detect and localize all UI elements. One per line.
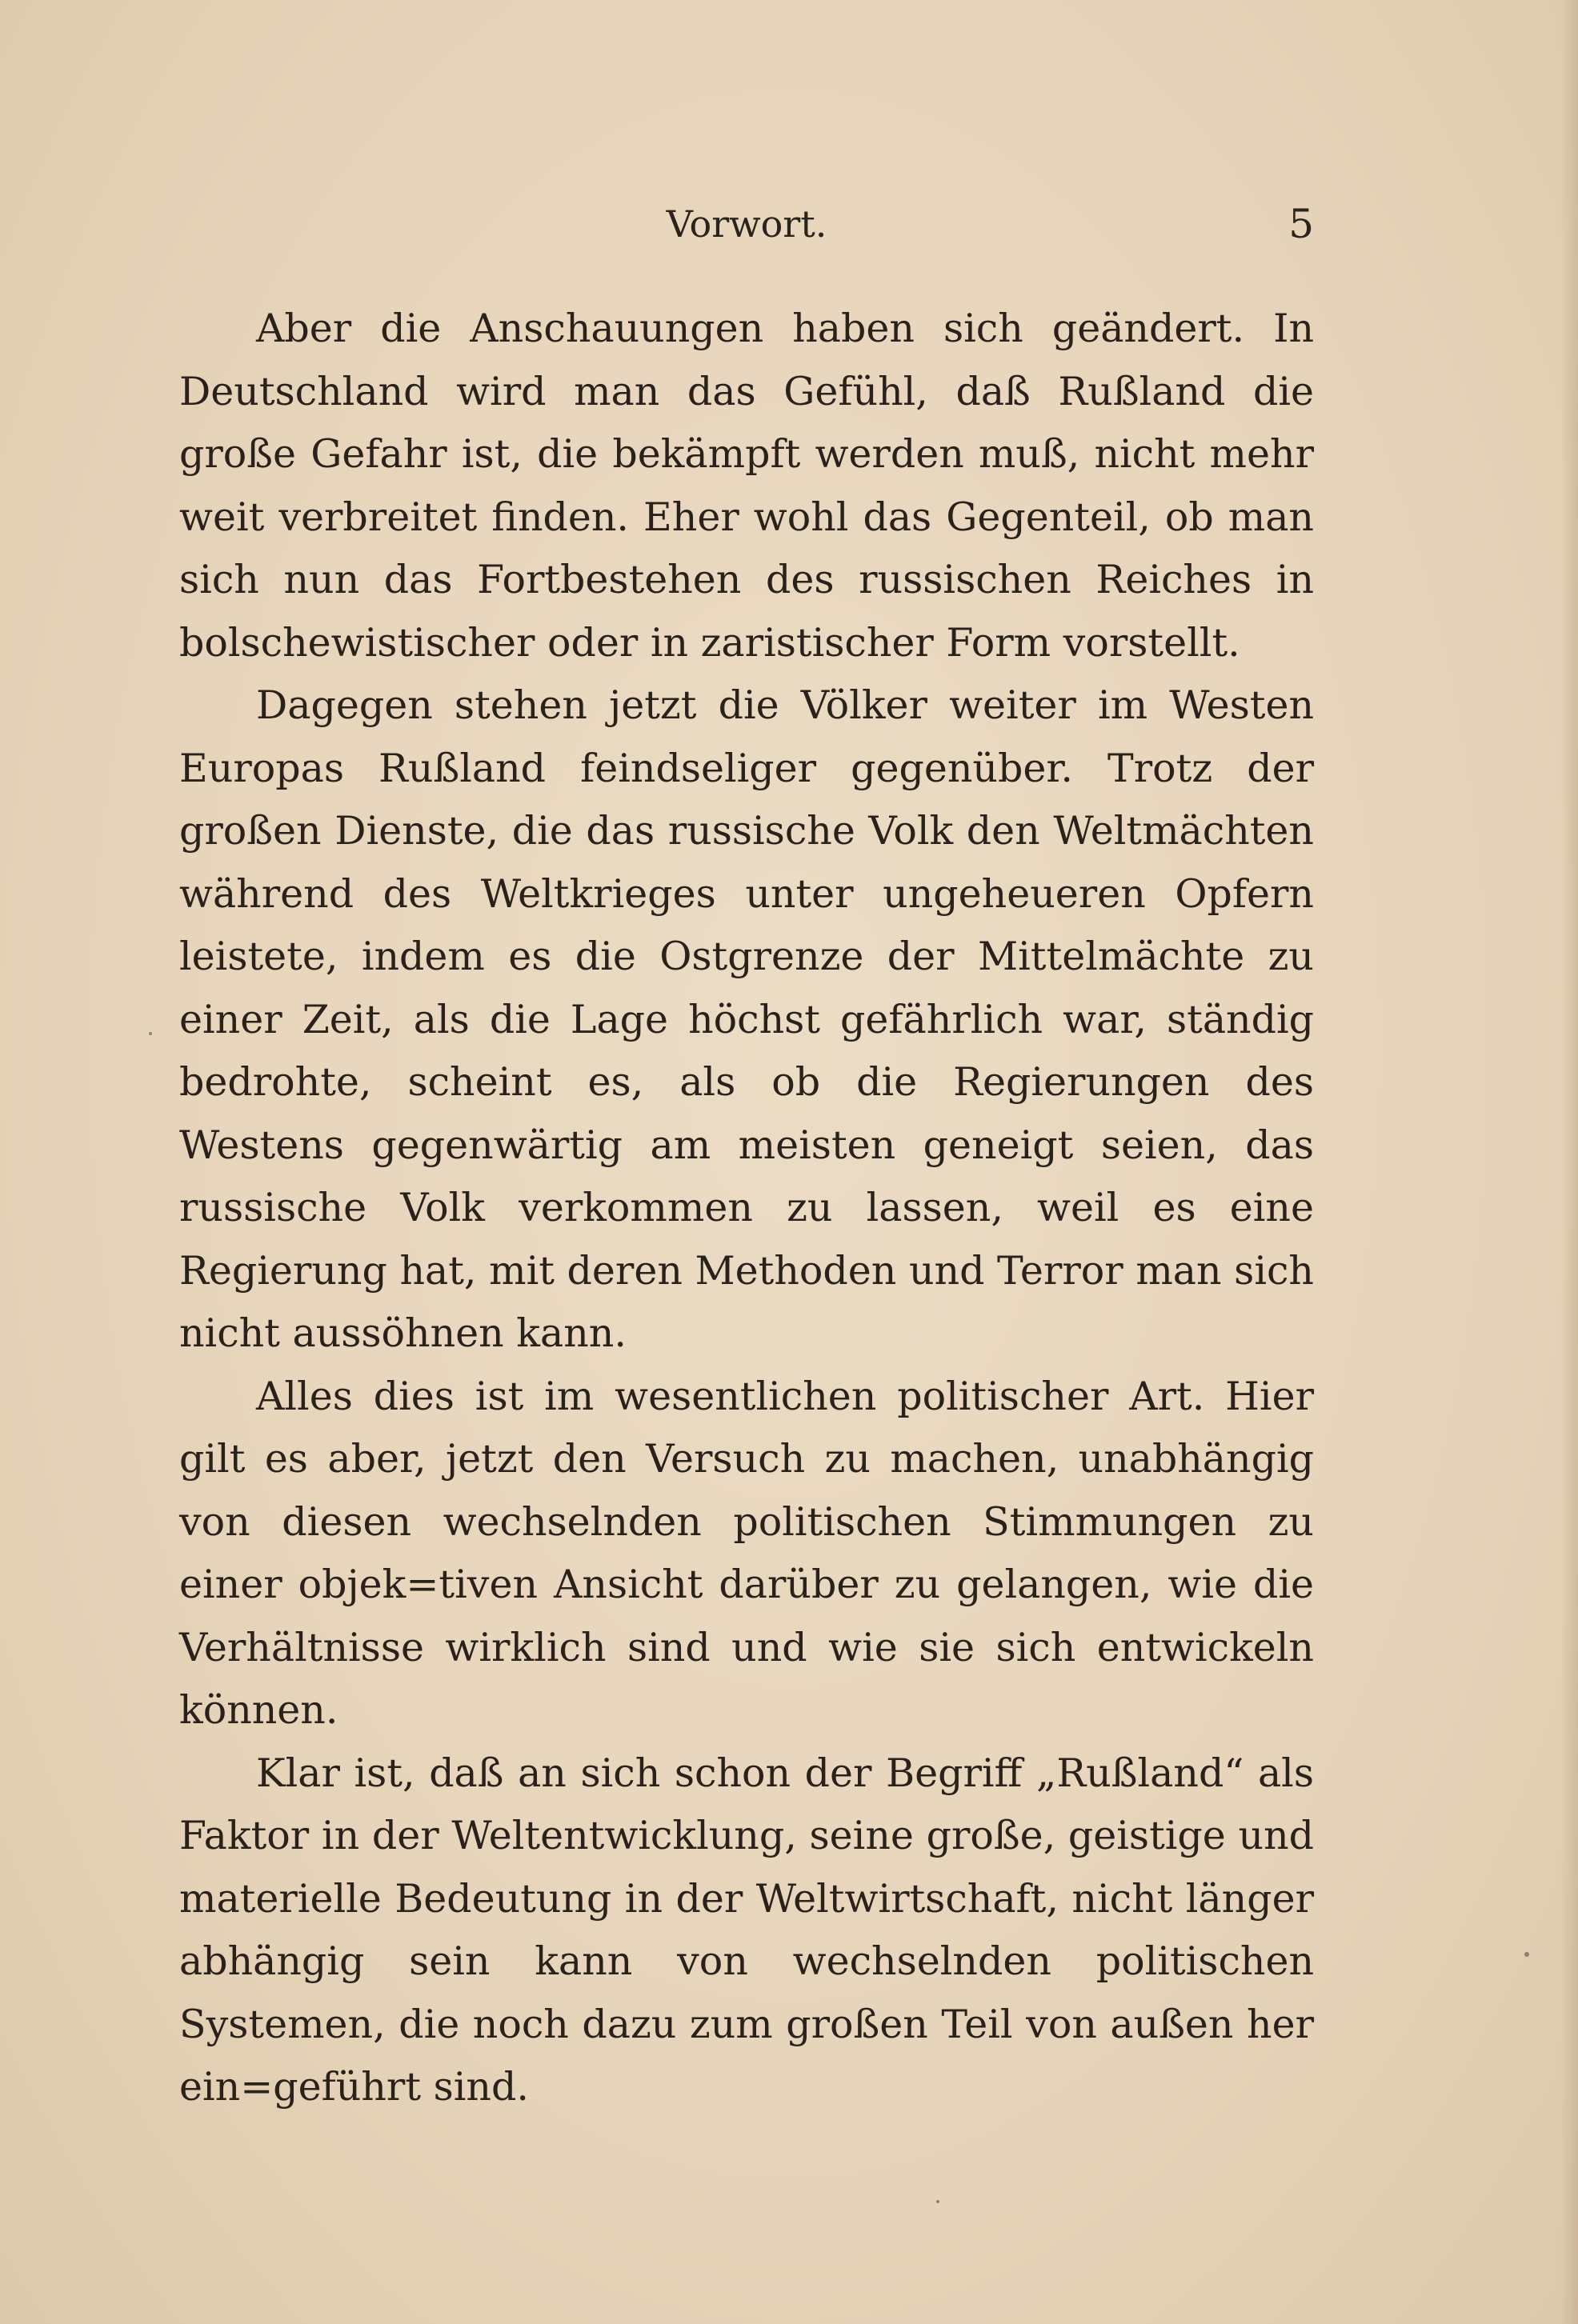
paragraph-2: Dagegen stehen jetzt die Völker weiter im Westen Europas Rußland feindseliger gegenüber. Trotz der großen Dienste, die das russische Volk den Weltmächten während des Weltkrieges unter ungeheueren Opfern leistete, indem es die Ostgrenze der Mittelmächte zu einer Zeit, als die Lage höchst gefährlich war, ständig bedrohte, scheint es, als ob die Regierungen des Westens gegenwärtig am meisten geneigt seien, das russische Volk verkommen zu lassen, weil es eine Regierung hat, mit deren Methoden und Terror man sich nicht aussöhnen kann. [179,682,1314,1356]
paper-speck [936,2200,939,2203]
paragraph-1: Aber die Anschauungen haben sich geändert. In Deutschland wird man das Gefühl, daß Rußland die große Gefahr ist, die bekämpft werden muß, nicht mehr weit verbreitet finden. Eher wohl das Gegenteil, ob man sich nun das Fortbestehen des russischen Reiches in bolschewistischer oder in zaristischer Form vorstellt. [179,306,1314,666]
page-header [179,192,1314,256]
page-edge-shadow [1560,0,1578,2324]
running-title: Vorwort. [666,202,827,246]
paragraph-4: Klar ist, daß an sich schon der Begriff „Rußland“ als Faktor in der Weltentwicklung, seine große, geistige und materielle Bedeutung in der Weltwirtschaft, nicht länger abhängig sein kann von wechselnden politischen Systemen, die noch dazu zum großen Teil von außen her ein=geführt sind. [179,1750,1314,2110]
paper-speck [149,1032,152,1035]
paragraph-3: Alles dies ist im wesentlichen politischer Art. Hier gilt es aber, jetzt den Versuch zu machen, unabhängig von diesen wechselnden politischen Stimmungen zu einer objek=tiven Ansicht darüber zu gelangen, wie die Verhältnisse wirklich sind und wie sie sich entwickeln können. [179,1373,1314,1733]
page-number: 5 [1288,201,1314,247]
paper-speck [1524,1952,1529,1957]
body-text [179,298,1314,2119]
